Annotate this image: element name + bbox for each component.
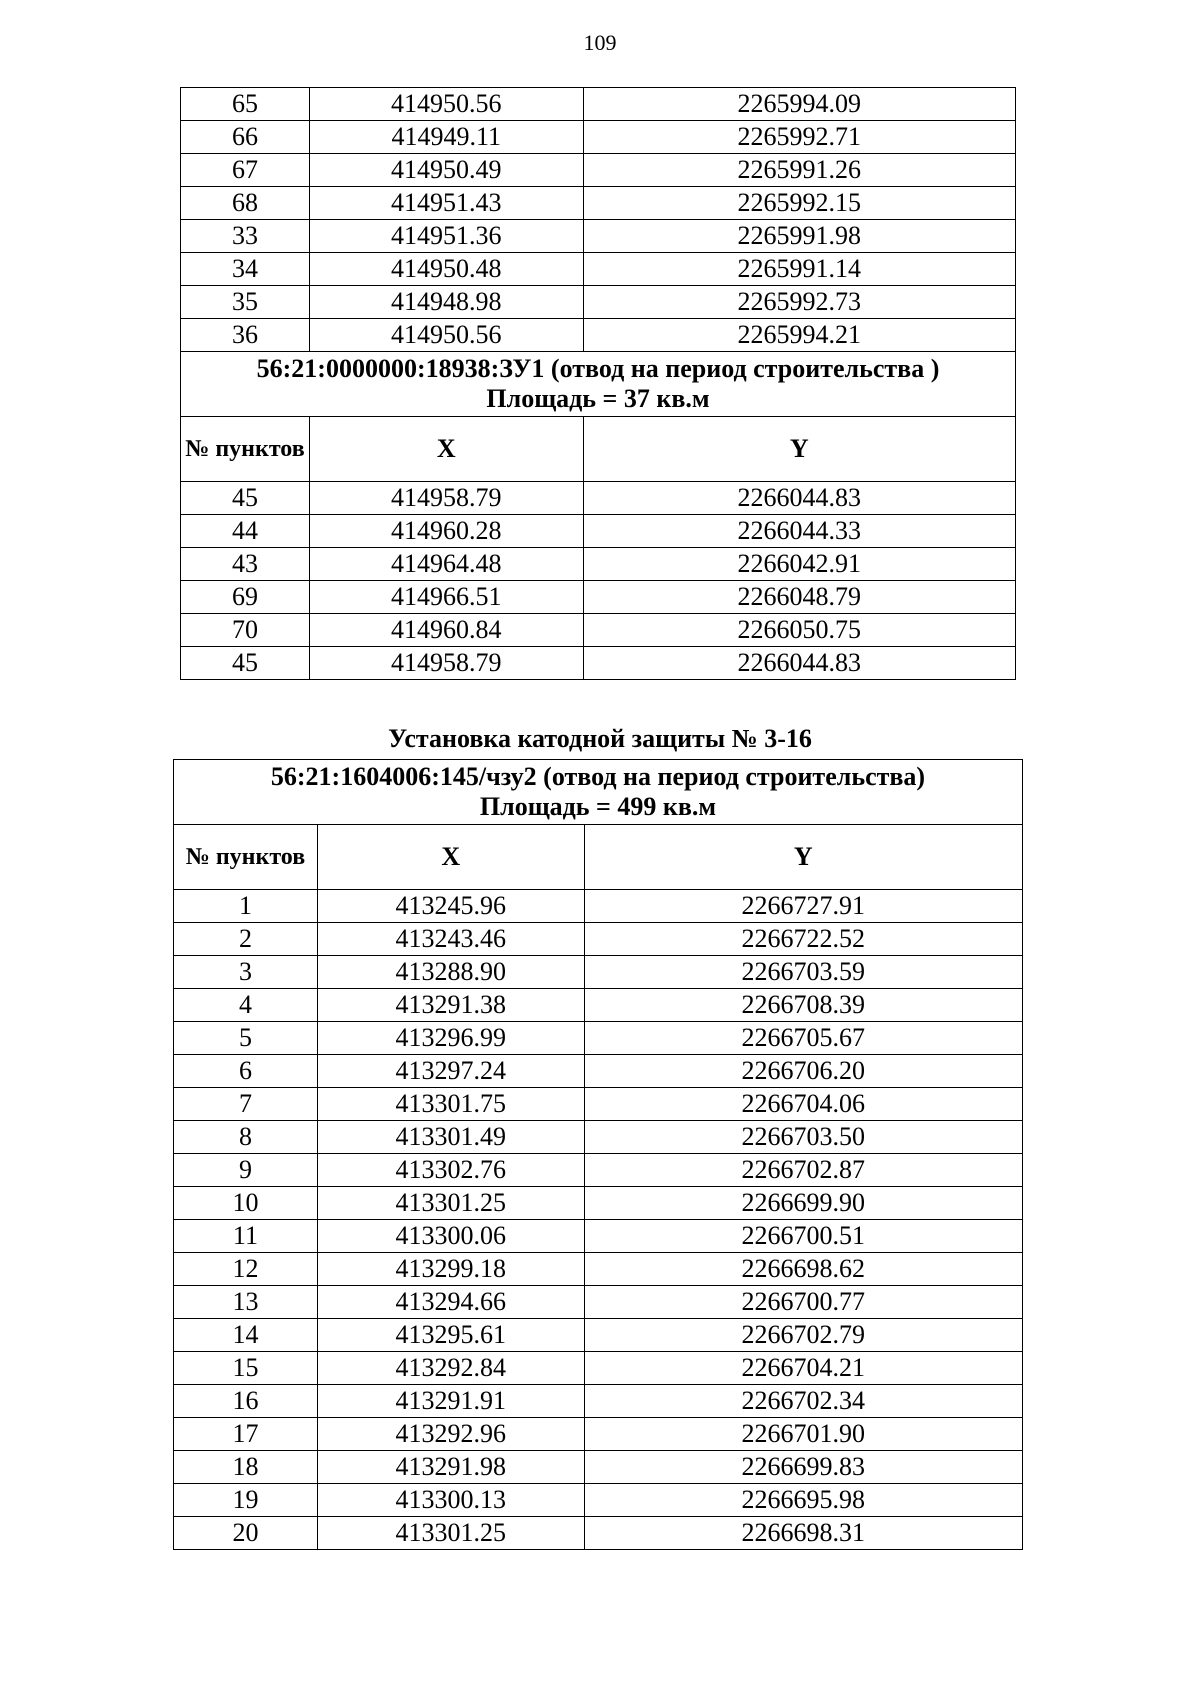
table-row <box>174 1253 1023 1286</box>
table-row <box>174 1319 1023 1352</box>
x-coordinate-cell: 414949.11 <box>309 121 583 154</box>
point-number-cell: 44 <box>181 515 310 548</box>
y-coordinate-cell: 2266704.06 <box>584 1088 1022 1121</box>
table2-caption-line2: Площадь = 499 кв.м <box>479 792 717 821</box>
point-number-cell: 66 <box>181 121 310 154</box>
table2-caption-row <box>174 760 1023 825</box>
table-row <box>174 956 1023 989</box>
table-row <box>174 1022 1023 1055</box>
point-number-cell: 67 <box>181 154 310 187</box>
point-number-cell: 20 <box>174 1517 318 1550</box>
x-coordinate-cell: 413243.46 <box>317 923 584 956</box>
point-number-cell: 5 <box>174 1022 318 1055</box>
point-number-cell: 9 <box>174 1154 318 1187</box>
table1-caption <box>181 352 1016 417</box>
point-number-cell: 11 <box>174 1220 318 1253</box>
x-coordinate-cell: 413291.38 <box>317 989 584 1022</box>
table-row <box>181 581 1016 614</box>
table-row <box>174 1385 1023 1418</box>
y-coordinate-cell: 2266706.20 <box>584 1055 1022 1088</box>
x-coordinate-cell: 414951.43 <box>309 187 583 220</box>
point-number-cell: 8 <box>174 1121 318 1154</box>
y-coordinate-cell: 2266703.59 <box>584 956 1022 989</box>
table-row <box>174 890 1023 923</box>
table-row <box>181 647 1016 680</box>
table1-header-num: № пунктов <box>181 417 310 482</box>
point-number-cell: 34 <box>181 253 310 286</box>
table2-header-x: X <box>317 825 584 890</box>
point-number-cell: 69 <box>181 581 310 614</box>
point-number-cell: 1 <box>174 890 318 923</box>
x-coordinate-cell: 414950.48 <box>309 253 583 286</box>
point-number-cell: 45 <box>181 647 310 680</box>
section-title: Установка катодной защиты № 3-16 <box>388 724 812 753</box>
x-coordinate-cell: 413294.66 <box>317 1286 584 1319</box>
y-coordinate-cell: 2266050.75 <box>583 614 1015 647</box>
table1-caption-row <box>181 352 1016 417</box>
table-row <box>174 1121 1023 1154</box>
y-coordinate-cell: 2266702.79 <box>584 1319 1022 1352</box>
table-row <box>174 1286 1023 1319</box>
x-coordinate-cell: 414966.51 <box>309 581 583 614</box>
coordinates-table-zu1 <box>180 87 1016 680</box>
point-number-cell: 16 <box>174 1385 318 1418</box>
y-coordinate-cell: 2266700.51 <box>584 1220 1022 1253</box>
table-row <box>181 286 1016 319</box>
x-coordinate-cell: 414960.84 <box>309 614 583 647</box>
table-row <box>181 187 1016 220</box>
table-row <box>174 1088 1023 1121</box>
x-coordinate-cell: 414950.49 <box>309 154 583 187</box>
table-row <box>181 88 1016 121</box>
table1-header-x: X <box>309 417 583 482</box>
table1-top-rows <box>181 88 1016 352</box>
x-coordinate-cell: 413296.99 <box>317 1022 584 1055</box>
table-row <box>181 253 1016 286</box>
table-row <box>181 154 1016 187</box>
y-coordinate-cell: 2266042.91 <box>583 548 1015 581</box>
point-number-cell: 33 <box>181 220 310 253</box>
y-coordinate-cell: 2266700.77 <box>584 1286 1022 1319</box>
table-row <box>174 1055 1023 1088</box>
y-coordinate-cell: 2266704.21 <box>584 1352 1022 1385</box>
x-coordinate-cell: 413302.76 <box>317 1154 584 1187</box>
point-number-cell: 3 <box>174 956 318 989</box>
point-number-cell: 14 <box>174 1319 318 1352</box>
point-number-cell: 18 <box>174 1451 318 1484</box>
x-coordinate-cell: 413301.75 <box>317 1088 584 1121</box>
table2-rows <box>174 890 1023 1550</box>
table-row <box>174 923 1023 956</box>
y-coordinate-cell: 2266705.67 <box>584 1022 1022 1055</box>
point-number-cell: 45 <box>181 482 310 515</box>
table1-caption-line1: 56:21:0000000:18938:ЗУ1 (отвод на период строительства ) <box>256 354 940 383</box>
point-number-cell: 43 <box>181 548 310 581</box>
y-coordinate-cell: 2266699.90 <box>584 1187 1022 1220</box>
table-row <box>181 482 1016 515</box>
x-coordinate-cell: 414958.79 <box>309 647 583 680</box>
x-coordinate-cell: 414950.56 <box>309 88 583 121</box>
table2-header-y: Y <box>584 825 1022 890</box>
y-coordinate-cell: 2266703.50 <box>584 1121 1022 1154</box>
x-coordinate-cell: 414950.56 <box>309 319 583 352</box>
coordinates-table-chzu2 <box>173 759 1023 1550</box>
table-row <box>174 1154 1023 1187</box>
point-number-cell: 10 <box>174 1187 318 1220</box>
point-number-cell: 17 <box>174 1418 318 1451</box>
point-number-cell: 12 <box>174 1253 318 1286</box>
y-coordinate-cell: 2265992.15 <box>583 187 1015 220</box>
table-row <box>174 1418 1023 1451</box>
y-coordinate-cell: 2266702.34 <box>584 1385 1022 1418</box>
y-coordinate-cell: 2266727.91 <box>584 890 1022 923</box>
table-row <box>174 1451 1023 1484</box>
x-coordinate-cell: 413297.24 <box>317 1055 584 1088</box>
x-coordinate-cell: 413300.06 <box>317 1220 584 1253</box>
table-row <box>174 1352 1023 1385</box>
y-coordinate-cell: 2265992.73 <box>583 286 1015 319</box>
point-number-cell: 15 <box>174 1352 318 1385</box>
y-coordinate-cell: 2266698.62 <box>584 1253 1022 1286</box>
x-coordinate-cell: 414958.79 <box>309 482 583 515</box>
table-row <box>174 1220 1023 1253</box>
y-coordinate-cell: 2266695.98 <box>584 1484 1022 1517</box>
table2-caption-line1: 56:21:1604006:145/чзу2 (отвод на период строительства) <box>270 762 926 791</box>
x-coordinate-cell: 413292.84 <box>317 1352 584 1385</box>
x-coordinate-cell: 413245.96 <box>317 890 584 923</box>
point-number-cell: 7 <box>174 1088 318 1121</box>
x-coordinate-cell: 413301.49 <box>317 1121 584 1154</box>
point-number-cell: 68 <box>181 187 310 220</box>
x-coordinate-cell: 413295.61 <box>317 1319 584 1352</box>
x-coordinate-cell: 413291.91 <box>317 1385 584 1418</box>
table2-header-num: № пунктов <box>174 825 318 890</box>
y-coordinate-cell: 2265991.26 <box>583 154 1015 187</box>
y-coordinate-cell: 2266702.87 <box>584 1154 1022 1187</box>
table2-caption <box>174 760 1023 825</box>
point-number-cell: 13 <box>174 1286 318 1319</box>
point-number-cell: 36 <box>181 319 310 352</box>
table1-bottom-rows <box>181 482 1016 680</box>
y-coordinate-cell: 2266722.52 <box>584 923 1022 956</box>
point-number-cell: 2 <box>174 923 318 956</box>
point-number-cell: 35 <box>181 286 310 319</box>
y-coordinate-cell: 2266698.31 <box>584 1517 1022 1550</box>
table-row <box>181 548 1016 581</box>
x-coordinate-cell: 413292.96 <box>317 1418 584 1451</box>
table-row <box>181 614 1016 647</box>
y-coordinate-cell: 2266048.79 <box>583 581 1015 614</box>
y-coordinate-cell: 2266701.90 <box>584 1418 1022 1451</box>
table1-header-row <box>181 417 1016 482</box>
y-coordinate-cell: 2265991.14 <box>583 253 1015 286</box>
table-row <box>181 319 1016 352</box>
y-coordinate-cell: 2266044.83 <box>583 482 1015 515</box>
x-coordinate-cell: 414948.98 <box>309 286 583 319</box>
y-coordinate-cell: 2265992.71 <box>583 121 1015 154</box>
table-row <box>174 989 1023 1022</box>
x-coordinate-cell: 414960.28 <box>309 515 583 548</box>
point-number-cell: 19 <box>174 1484 318 1517</box>
y-coordinate-cell: 2266044.33 <box>583 515 1015 548</box>
table-row <box>174 1517 1023 1550</box>
x-coordinate-cell: 414964.48 <box>309 548 583 581</box>
table-row <box>181 121 1016 154</box>
table-row <box>181 515 1016 548</box>
point-number-cell: 70 <box>181 614 310 647</box>
point-number-cell: 6 <box>174 1055 318 1088</box>
y-coordinate-cell: 2266699.83 <box>584 1451 1022 1484</box>
x-coordinate-cell: 413299.18 <box>317 1253 584 1286</box>
table1-header-y: Y <box>583 417 1015 482</box>
point-number-cell: 65 <box>181 88 310 121</box>
y-coordinate-cell: 2266708.39 <box>584 989 1022 1022</box>
y-coordinate-cell: 2265994.09 <box>583 88 1015 121</box>
x-coordinate-cell: 413291.98 <box>317 1451 584 1484</box>
table1-caption-line2: Площадь = 37 кв.м <box>486 384 710 413</box>
x-coordinate-cell: 413301.25 <box>317 1187 584 1220</box>
x-coordinate-cell: 413288.90 <box>317 956 584 989</box>
point-number-cell: 4 <box>174 989 318 1022</box>
table-row <box>174 1187 1023 1220</box>
table2-header-row <box>174 825 1023 890</box>
x-coordinate-cell: 414951.36 <box>309 220 583 253</box>
x-coordinate-cell: 413301.25 <box>317 1517 584 1550</box>
y-coordinate-cell: 2265994.21 <box>583 319 1015 352</box>
y-coordinate-cell: 2265991.98 <box>583 220 1015 253</box>
x-coordinate-cell: 413300.13 <box>317 1484 584 1517</box>
table-row <box>174 1484 1023 1517</box>
page-number: 109 <box>583 30 617 55</box>
y-coordinate-cell: 2266044.83 <box>583 647 1015 680</box>
table-row <box>181 220 1016 253</box>
